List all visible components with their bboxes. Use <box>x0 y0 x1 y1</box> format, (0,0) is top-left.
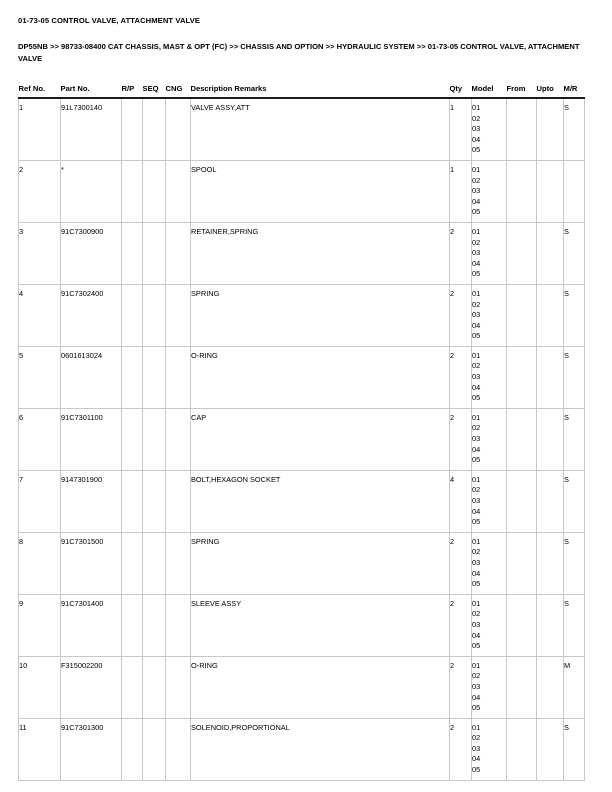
column-header-seq: SEQ <box>142 84 159 93</box>
model-code: 01 <box>472 164 481 174</box>
cell-part-no: 91C7301300 <box>61 718 122 780</box>
cell-cng <box>166 408 191 470</box>
cell-from <box>507 718 537 780</box>
column-header-from: From <box>506 84 526 93</box>
cell-ref-no: 1 <box>19 98 61 160</box>
model-code: 02 <box>472 485 481 495</box>
model-code: 03 <box>472 372 481 382</box>
cell-qty: 1 <box>450 98 472 160</box>
cell-qty: 2 <box>450 346 472 408</box>
cell-rp <box>122 594 143 656</box>
cell-from <box>507 470 537 532</box>
cell-ref-no: 4 <box>19 284 61 346</box>
cell-model <box>472 98 507 160</box>
cell-from <box>507 284 537 346</box>
model-code: 01 <box>472 350 481 360</box>
cell-seq <box>143 346 166 408</box>
cell-qty: 2 <box>450 284 472 346</box>
cell-description: O-RING <box>191 656 450 718</box>
cell-rp <box>122 222 143 284</box>
cell-part-no: * <box>61 160 122 222</box>
cell-part-no: 91L7300140 <box>61 98 122 160</box>
cell-part-no: 91C7302400 <box>61 284 122 346</box>
column-header-model: Model <box>471 84 494 93</box>
model-code: 04 <box>472 630 481 640</box>
cell-cng <box>166 346 191 408</box>
table-row[interactable] <box>19 284 585 346</box>
cell-ref-no: 3 <box>19 222 61 284</box>
model-code: 05 <box>472 393 481 403</box>
cell-seq <box>143 98 166 160</box>
cell-from <box>507 98 537 160</box>
model-code: 04 <box>472 444 481 454</box>
table-row[interactable] <box>19 656 585 718</box>
cell-mr: S <box>564 532 585 594</box>
cell-model <box>472 656 507 718</box>
cell-qty: 4 <box>450 470 472 532</box>
table-row[interactable] <box>19 408 585 470</box>
cell-from <box>507 160 537 222</box>
cell-seq <box>143 532 166 594</box>
parts-table <box>18 84 585 781</box>
cell-qty: 2 <box>450 408 472 470</box>
model-code: 04 <box>472 258 481 268</box>
cell-rp <box>122 98 143 160</box>
cell-mr: S <box>564 346 585 408</box>
model-code: 05 <box>472 703 481 713</box>
model-code: 05 <box>472 641 481 651</box>
cell-description: VALVE ASSY,ATT <box>191 98 450 160</box>
cell-description: RETAINER,SPRING <box>191 222 450 284</box>
cell-upto <box>537 470 564 532</box>
cell-from <box>507 594 537 656</box>
cell-description: SPRING <box>191 284 450 346</box>
cell-description: SOLENOID,PROPORTIONAL <box>191 718 450 780</box>
model-code: 05 <box>472 517 481 527</box>
cell-model <box>472 594 507 656</box>
model-code: 05 <box>472 579 481 589</box>
model-code: 03 <box>472 743 481 753</box>
cell-cng <box>166 470 191 532</box>
cell-rp <box>122 718 143 780</box>
cell-upto <box>537 346 564 408</box>
column-header-cng: CNG <box>165 84 183 93</box>
cell-part-no: 91C7301100 <box>61 408 122 470</box>
cell-ref-no: 6 <box>19 408 61 470</box>
model-code: 03 <box>472 619 481 629</box>
cell-model <box>472 470 507 532</box>
column-header-part-no: Part No. <box>60 84 90 93</box>
cell-upto <box>537 98 564 160</box>
model-code: 01 <box>472 722 481 732</box>
table-row[interactable] <box>19 532 585 594</box>
cell-description: SPRING <box>191 532 450 594</box>
model-code: 03 <box>472 496 481 505</box>
model-code: 03 <box>472 434 481 444</box>
cell-rp <box>122 346 143 408</box>
model-code: 02 <box>472 547 481 557</box>
parts-table-container <box>18 84 584 781</box>
model-code: 03 <box>472 557 481 567</box>
table-row[interactable] <box>19 98 585 160</box>
model-code: 03 <box>472 310 481 320</box>
cell-mr: S <box>564 594 585 656</box>
model-code: 02 <box>472 299 481 309</box>
cell-cng <box>166 718 191 780</box>
model-code: 05 <box>472 145 481 155</box>
model-code: 02 <box>472 423 481 433</box>
cell-mr: S <box>564 98 585 160</box>
cell-part-no: F315002200 <box>61 656 122 718</box>
model-code: 01 <box>472 412 481 422</box>
cell-cng <box>166 160 191 222</box>
cell-ref-no: 11 <box>19 718 61 780</box>
cell-cng <box>166 532 191 594</box>
cell-qty: 2 <box>450 656 472 718</box>
model-code: 01 <box>472 598 481 608</box>
cell-upto <box>537 222 564 284</box>
column-header-description: Description Remarks <box>190 84 267 93</box>
model-code: 02 <box>472 361 481 371</box>
table-body <box>19 98 585 780</box>
cell-from <box>507 656 537 718</box>
cell-cng <box>166 594 191 656</box>
cell-mr: M <box>564 656 585 718</box>
model-code: 05 <box>472 455 481 465</box>
model-code: 01 <box>472 660 481 670</box>
model-code: 04 <box>472 196 481 206</box>
model-code: 04 <box>472 754 481 764</box>
table-row[interactable] <box>19 594 585 656</box>
cell-rp <box>122 408 143 470</box>
cell-upto <box>537 718 564 780</box>
cell-qty: 2 <box>450 718 472 780</box>
cell-description: BOLT,HEXAGON SOCKET <box>191 470 450 532</box>
cell-upto <box>537 284 564 346</box>
cell-ref-no: 8 <box>19 532 61 594</box>
model-code: 01 <box>472 226 481 236</box>
cell-cng <box>166 222 191 284</box>
cell-from <box>507 532 537 594</box>
model-code: 04 <box>472 134 481 144</box>
cell-mr: S <box>564 222 585 284</box>
table-header-row <box>19 84 585 98</box>
model-code: 01 <box>472 103 481 112</box>
model-code: 05 <box>472 765 481 775</box>
model-code: 02 <box>472 237 481 247</box>
cell-model <box>472 408 507 470</box>
cell-part-no: 91C7300900 <box>61 222 122 284</box>
cell-model <box>472 222 507 284</box>
cell-rp <box>122 284 143 346</box>
model-code: 05 <box>472 269 481 279</box>
table-row[interactable] <box>19 470 585 532</box>
cell-description: CAP <box>191 408 450 470</box>
model-code: 03 <box>472 124 481 134</box>
cell-seq <box>143 408 166 470</box>
model-code: 03 <box>472 186 481 196</box>
cell-seq <box>143 160 166 222</box>
cell-mr: S <box>564 408 585 470</box>
table-row[interactable] <box>19 222 585 284</box>
cell-from <box>507 222 537 284</box>
model-code: 05 <box>472 207 481 217</box>
cell-rp <box>122 532 143 594</box>
cell-upto <box>537 408 564 470</box>
column-header-mr: M/R <box>563 84 578 93</box>
table-row[interactable] <box>19 346 585 408</box>
cell-rp <box>122 470 143 532</box>
cell-qty: 2 <box>450 532 472 594</box>
cell-seq <box>143 222 166 284</box>
table-row[interactable] <box>19 718 585 780</box>
model-code: 02 <box>472 609 481 619</box>
cell-mr: S <box>564 284 585 346</box>
model-code: 01 <box>472 288 481 298</box>
model-code: 03 <box>472 681 481 691</box>
cell-description: SLEEVE ASSY <box>191 594 450 656</box>
model-code: 02 <box>472 113 481 123</box>
table-header <box>19 84 585 98</box>
cell-rp <box>122 656 143 718</box>
cell-cng <box>166 656 191 718</box>
model-code: 02 <box>472 733 481 743</box>
model-code: 01 <box>472 474 481 484</box>
cell-seq <box>143 718 166 780</box>
model-code: 05 <box>472 331 481 341</box>
cell-seq <box>143 470 166 532</box>
cell-from <box>507 408 537 470</box>
model-code: 04 <box>472 692 481 702</box>
cell-model <box>472 284 507 346</box>
cell-ref-no: 5 <box>19 346 61 408</box>
cell-part-no: 9147301900 <box>61 470 122 532</box>
cell-cng <box>166 98 191 160</box>
cell-qty: 2 <box>450 594 472 656</box>
cell-description: SPOOL <box>191 160 450 222</box>
cell-upto <box>537 656 564 718</box>
cell-upto <box>537 160 564 222</box>
cell-qty: 1 <box>450 160 472 222</box>
column-header-qty: Qty <box>449 84 463 93</box>
cell-cng <box>166 284 191 346</box>
model-code: 04 <box>472 506 481 516</box>
breadcrumb: DP55NB >> 98733-08400 CAT CHASSIS, MAST & OPT (FC) >> CHASSIS AND OPTION >> HYDRAULIC SYSTEM >> 01-73-05 CONTROL VALVE, ATTACHMENT VALVE <box>18 42 580 63</box>
model-code: 02 <box>472 175 481 185</box>
cell-rp <box>122 160 143 222</box>
cell-upto <box>537 594 564 656</box>
cell-model <box>472 718 507 780</box>
cell-mr: S <box>564 470 585 532</box>
cell-from <box>507 346 537 408</box>
page-title: 01-73-05 CONTROL VALVE, ATTACHMENT VALVE <box>18 16 201 25</box>
cell-ref-no: 2 <box>19 160 61 222</box>
cell-seq <box>143 656 166 718</box>
cell-seq <box>143 594 166 656</box>
cell-seq <box>143 284 166 346</box>
cell-description: O-RING <box>191 346 450 408</box>
model-code: 02 <box>472 671 481 681</box>
cell-qty: 2 <box>450 222 472 284</box>
model-code: 04 <box>472 320 481 330</box>
cell-part-no: 0601613024 <box>61 346 122 408</box>
model-code: 04 <box>472 382 481 392</box>
cell-part-no: 91C7301400 <box>61 594 122 656</box>
cell-upto <box>537 532 564 594</box>
column-header-rp: R/P <box>121 84 135 93</box>
cell-model <box>472 532 507 594</box>
cell-mr: S <box>564 718 585 780</box>
cell-model <box>472 160 507 222</box>
model-code: 01 <box>472 536 481 546</box>
cell-mr <box>564 160 585 222</box>
cell-ref-no: 7 <box>19 470 61 532</box>
cell-ref-no: 9 <box>19 594 61 656</box>
model-code: 03 <box>472 248 481 258</box>
cell-ref-no: 10 <box>19 656 61 718</box>
cell-model <box>472 346 507 408</box>
column-header-ref-no: Ref No. <box>18 84 46 93</box>
column-header-upto: Upto <box>536 84 554 93</box>
cell-part-no: 91C7301500 <box>61 532 122 594</box>
model-code: 04 <box>472 568 481 578</box>
table-row[interactable] <box>19 160 585 222</box>
